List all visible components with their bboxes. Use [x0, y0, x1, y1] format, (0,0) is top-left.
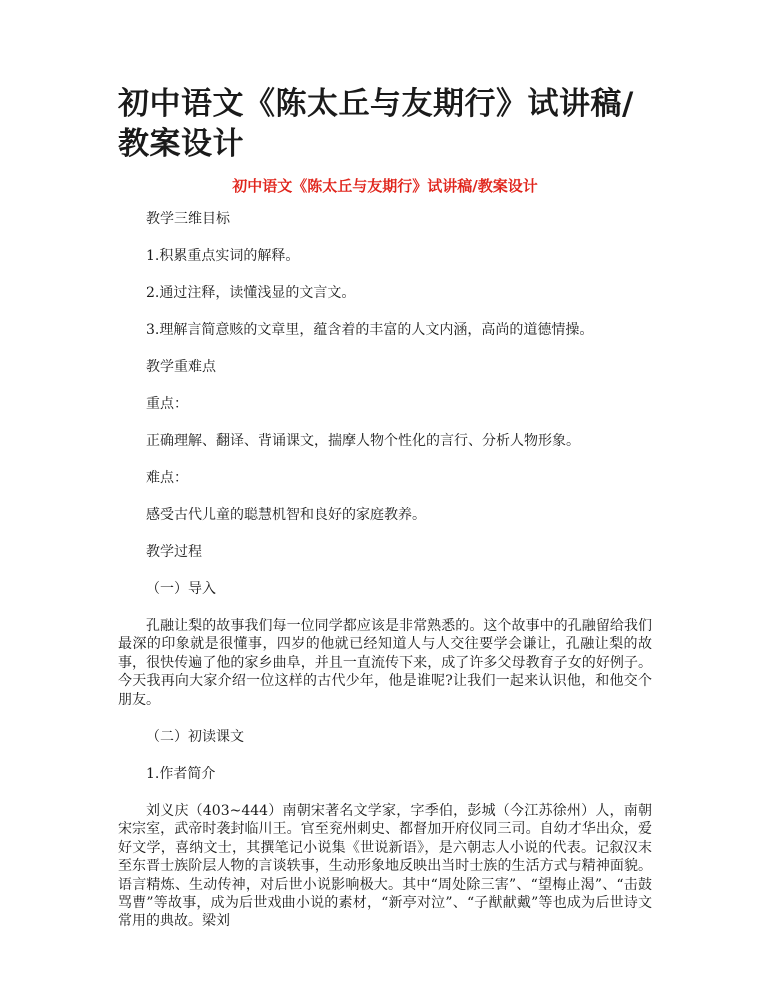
author-intro-paragraph: 刘义庆（403~444）南朝宋著名文学家，字季伯，彭城（今江苏徐州）人，南朝宋宗室，武帝时袭封临川王。官至兖州刺史、都督加开府仪同三司。自幼才华出众，爱好文学，喜纳文士，其撰笔记小说集《世说新语》，是六朝志人小说的代表。记叙汉末至东晋士族阶层人物的言谈轶事，生动形象地反映出当时士族的生活方式与精神面貌。语言精炼、生动传神，对后世小说影响极大。其中“周处除三害”、“望梅止渴”、“击鼓骂曹”等故事，成为后世戏曲小说的素材，“新亭对泣”、“子猷献戴”等也成为后世诗文常用的典故。梁刘	[118, 803, 652, 930]
section-heading-process: 教学过程	[146, 544, 202, 560]
section-heading-key-points: 教学重难点	[146, 359, 216, 375]
difficulty-label: 难点：	[146, 470, 188, 486]
subsection-heading-intro: （一）导入	[146, 581, 216, 597]
document-title: 初中语文《陈太丘与友期行》试讲稿/教案设计	[118, 86, 634, 162]
intro-paragraph: 孔融让梨的故事我们每一位同学都应该是非常熟悉的。这个故事中的孔融留给我们最深的印象就是很懂事，四岁的他就已经知道人与人交往要学会谦让，孔融让梨的故事，很快传遍了他的家乡曲阜，并且一直流传下来，成了许多父母教育子女的好例子。今天我再向大家介绍一位这样的古代少年，他是谁呢?让我们一起来认识他，和他交个朋友。	[118, 618, 652, 708]
document-body	[118, 210, 652, 931]
objective-item-3: 3.理解言简意赅的文章里，蕴含着的丰富的人文内涵，高尚的道德情操。	[146, 322, 594, 338]
difficulty-text: 感受古代儿童的聪慧机智和良好的家庭教养。	[146, 507, 426, 523]
author-intro-heading: 1.作者简介	[146, 766, 216, 783]
section-heading-objectives: 教学三维目标	[146, 211, 230, 227]
key-point-text: 正确理解、翻译、背诵课文，揣摩人物个性化的言行、分析人物形象。	[146, 433, 580, 449]
objective-item-1: 1.积累重点实词的解释。	[146, 248, 300, 264]
subsection-heading-first-reading: （二）初读课文	[146, 729, 244, 746]
key-point-label: 重点：	[146, 396, 188, 412]
objective-item-2: 2.通过注释，读懂浅显的文言文。	[146, 285, 356, 301]
document-subtitle: 初中语文《陈太丘与友期行》试讲稿/教案设计	[232, 177, 538, 195]
